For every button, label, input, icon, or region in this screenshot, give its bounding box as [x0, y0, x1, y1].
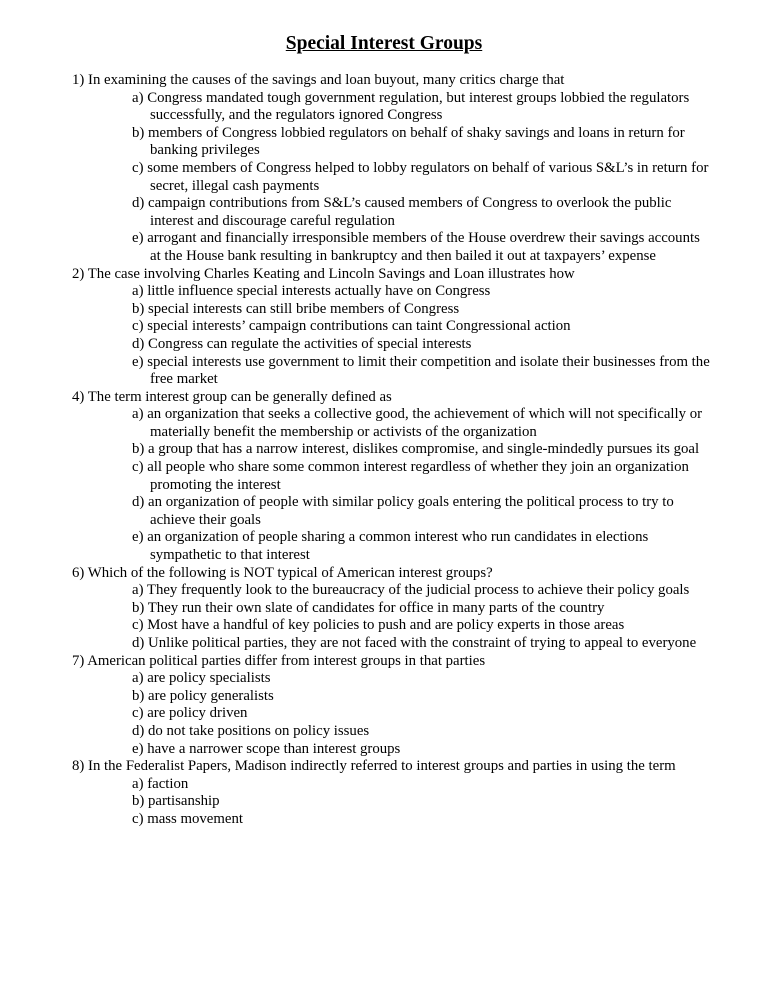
answer-option: b) members of Congress lobbied regulators on behalf of shaky savings and loans in return for banking privileges — [132, 124, 685, 159]
page-title: Special Interest Groups — [285, 33, 483, 54]
answer-option: b) a group that has a narrow interest, dislikes compromise, and single-mindedly pursues its goal — [132, 441, 700, 458]
question-stem: 7) American political parties differ from interest groups in that parties — [72, 652, 486, 669]
answer-option: c) are policy driven — [132, 705, 248, 722]
question-5 — [72, 653, 712, 759]
answer-option: c) all people who share some common interest regardless of whether they join an organization promoting the interest — [132, 459, 689, 493]
answer-option: d) Congress can regulate the activities of special interests — [132, 335, 472, 352]
answer-option: a) little influence special interests actually have on Congress — [132, 283, 491, 300]
question-stem: 8) In the Federalist Papers, Madison indirectly referred to interest groups and parties in using the term — [72, 758, 676, 775]
answer-option: e) an organization of people sharing a common interest who run candidates in elections sympathetic to that interest — [132, 529, 649, 564]
answer-option: b) They run their own slate of candidates for office in many parts of the country — [132, 599, 605, 616]
question-stem: 4) The term interest group can be generally defined as — [72, 388, 392, 405]
question-3 — [72, 389, 712, 565]
answer-option: e) special interests use government to limit their competition and isolate their businesses from the free market — [132, 353, 710, 388]
question-6 — [72, 758, 712, 828]
answer-option: b) partisanship — [132, 793, 220, 810]
answer-option: c) Most have a handful of key policies to push and are policy experts in those areas — [132, 617, 625, 634]
answer-option: c) mass movement — [132, 810, 243, 827]
question-stem: 2) The case involving Charles Keating and Lincoln Savings and Loan illustrates how — [72, 265, 575, 282]
question-1 — [72, 72, 712, 266]
answer-option: d) campaign contributions from S&L’s caused members of Congress to overlook the public interest and discourage careful regulation — [132, 195, 672, 229]
answer-option: c) special interests’ campaign contributions can taint Congressional action — [132, 318, 571, 335]
answer-option: a) They frequently look to the bureaucracy of the judicial process to achieve their policy goals — [132, 582, 690, 599]
question-2 — [72, 266, 712, 389]
answer-option: b) are policy generalists — [132, 687, 274, 704]
answer-option: b) special interests can still bribe members of Congress — [132, 300, 460, 317]
answer-option: d) Unlike political parties, they are not faced with the constraint of trying to appeal to everyone — [132, 635, 697, 651]
answer-option: d) do not take positions on policy issues — [132, 722, 370, 739]
answer-option: a) faction — [132, 775, 189, 792]
question-stem: 6) Which of the following is NOT typical of American interest groups? — [72, 564, 493, 581]
answer-option: a) an organization that seeks a collective good, the achievement of which will not specifically or materially benefit the membership or activists of the organization — [132, 406, 703, 440]
answer-option: e) have a narrower scope than interest groups — [132, 740, 401, 757]
answer-option: d) an organization of people with similar policy goals entering the political process to try to achieve their goals — [132, 494, 674, 528]
question-4 — [72, 565, 712, 653]
question-stem: 1) In examining the causes of the savings and loan buyout, many critics charge that — [72, 72, 565, 88]
answer-option: a) are policy specialists — [132, 670, 271, 687]
answer-option: a) Congress mandated tough government regulation, but interest groups lobbied the regulators successfully, and the regulators ignored Congress — [132, 89, 690, 124]
answer-option: e) arrogant and financially irresponsible members of the House overdrew their savings accounts at the House bank resulting in bankruptcy and then bailed it out at taxpayers’ expense — [132, 230, 700, 264]
question-list — [72, 72, 712, 829]
answer-option: c) some members of Congress helped to lobby regulators on behalf of various S&L’s in return for secret, illegal cash payments — [132, 159, 709, 194]
